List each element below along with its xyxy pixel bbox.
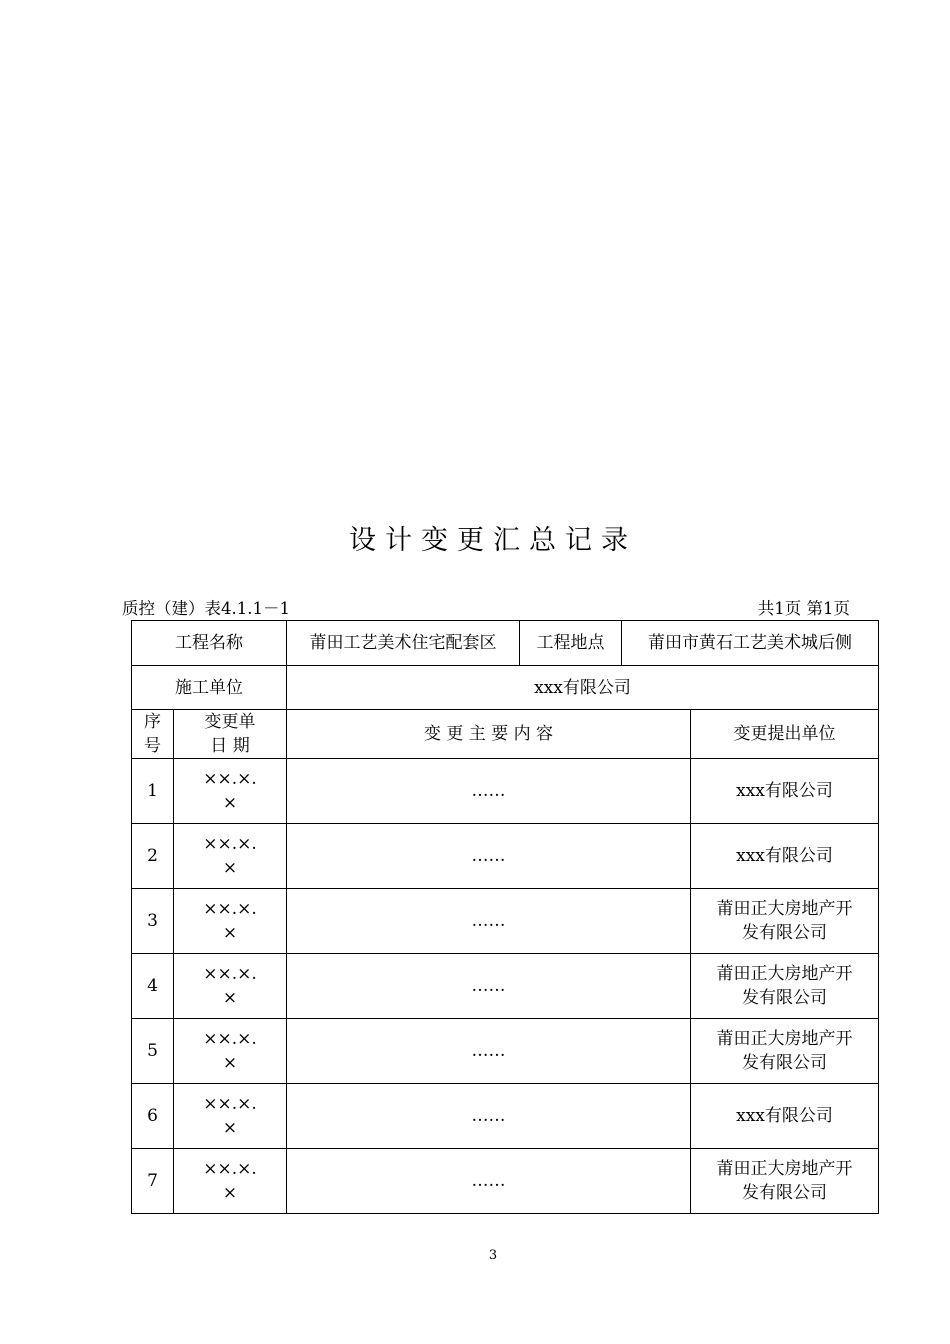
form-code: 质控（建）表4.1.1－1 xyxy=(122,599,290,618)
row-seq: 4 xyxy=(132,954,174,1019)
table-row xyxy=(132,1149,879,1214)
row-date: ××.×. × xyxy=(174,954,287,1019)
project-location-value: 莆田市黄石工艺美术城后侧 xyxy=(648,633,852,653)
row-date: ××.×. × xyxy=(174,1149,287,1214)
row-date: ××.×. × xyxy=(174,1084,287,1149)
page-count: 共1页 第1页 xyxy=(757,599,850,618)
row-content: …… xyxy=(287,1084,691,1149)
row-date: ××.×. × xyxy=(174,889,287,954)
row-unit: 莆田正大房地产开 发有限公司 xyxy=(691,889,879,954)
row-seq: 2 xyxy=(132,824,174,889)
row-date: ××.×. × xyxy=(174,759,287,824)
row-content: …… xyxy=(287,1149,691,1214)
column-header-content: 变 更 主 要 内 容 xyxy=(287,710,691,759)
table-row xyxy=(132,889,879,954)
row-content: …… xyxy=(287,954,691,1019)
row-content: …… xyxy=(287,759,691,824)
row-unit: xxx有限公司 xyxy=(691,1084,879,1149)
row-content: …… xyxy=(287,889,691,954)
row-unit: xxx有限公司 xyxy=(691,759,879,824)
row-seq: 7 xyxy=(132,1149,174,1214)
project-name-label: 工程名称 xyxy=(132,621,287,666)
table-row xyxy=(132,1084,879,1149)
construction-unit-value: xxx有限公司 xyxy=(287,666,879,710)
table-row xyxy=(132,1019,879,1084)
row-unit: 莆田正大房地产开 发有限公司 xyxy=(691,954,879,1019)
row-content: …… xyxy=(287,824,691,889)
construction-unit-label: 施工单位 xyxy=(132,666,287,710)
project-location-label: 工程地点 xyxy=(520,621,622,665)
row-seq: 5 xyxy=(132,1019,174,1084)
document-title: 设计变更汇总记录 xyxy=(349,525,637,556)
table-row xyxy=(132,954,879,1019)
column-header-unit: 变更提出单位 xyxy=(691,710,879,759)
project-name-value: 莆田工艺美术住宅配套区 xyxy=(287,621,520,666)
row-seq: 3 xyxy=(132,889,174,954)
row-date: ××.×. × xyxy=(174,1019,287,1084)
row-seq: 1 xyxy=(132,759,174,824)
row-unit: 莆田正大房地产开 发有限公司 xyxy=(691,1149,879,1214)
row-unit: 莆田正大房地产开 发有限公司 xyxy=(691,1019,879,1084)
row-content: …… xyxy=(287,1019,691,1084)
column-header-seq: 序号 xyxy=(132,710,174,759)
design-change-summary-table xyxy=(131,620,879,1214)
table-row xyxy=(132,759,879,824)
row-date: ××.×. × xyxy=(174,824,287,889)
table-row xyxy=(132,824,879,889)
row-unit: xxx有限公司 xyxy=(691,824,879,889)
row-seq: 6 xyxy=(132,1084,174,1149)
page-number: 3 xyxy=(488,1248,498,1263)
column-header-date: 变更单 日 期 xyxy=(174,710,287,759)
